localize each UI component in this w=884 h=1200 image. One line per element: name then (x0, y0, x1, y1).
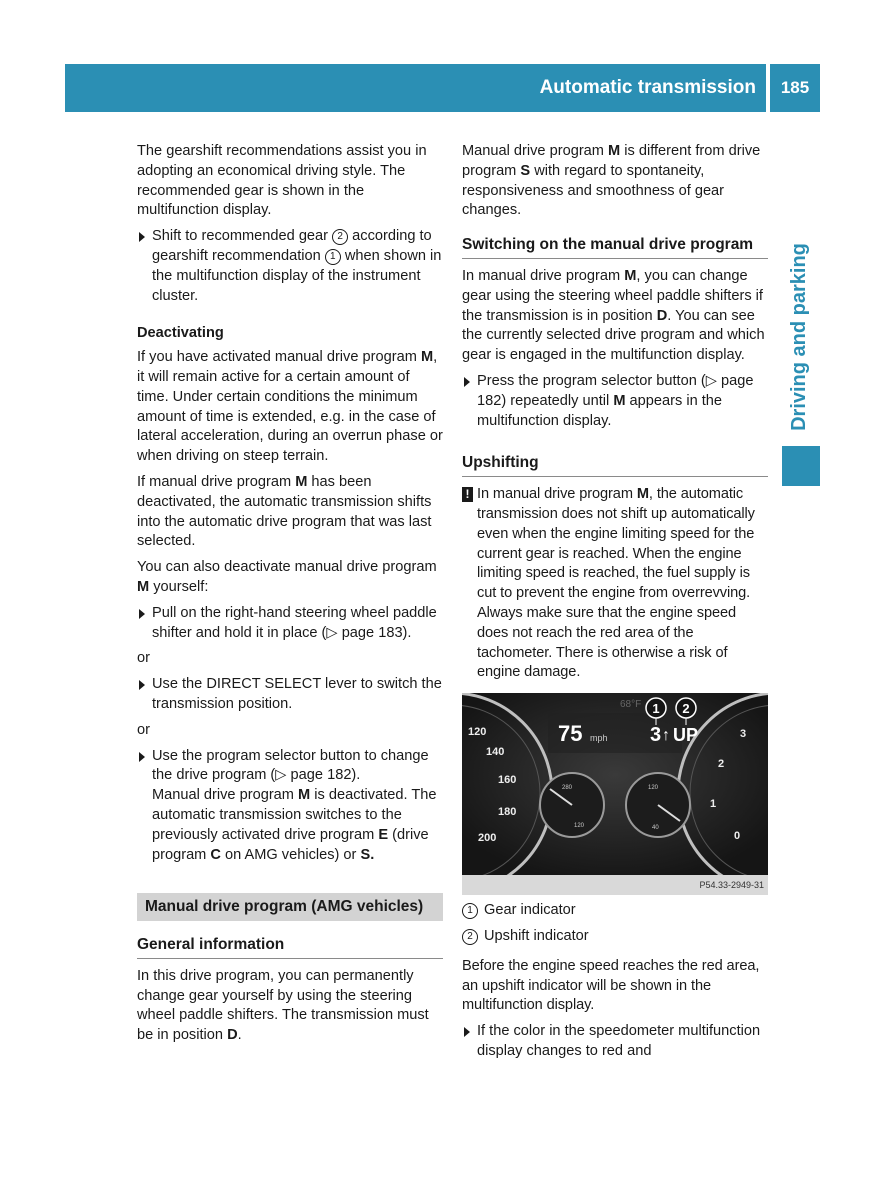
speedo-tick: 140 (486, 746, 505, 759)
section-heading-amg: Manual drive program (AMG vehicles) (137, 893, 443, 921)
instruction-paddle-shifter: Pull on the right-hand steering wheel paddle shifter and hold it in place (▷ page 183). (137, 604, 443, 644)
left-column (137, 142, 443, 1052)
side-tab-marker (782, 446, 820, 486)
small-gauge-tick: 280 (562, 785, 573, 792)
or-text: or (137, 650, 150, 667)
figure-code: P54.33-2949-31 (699, 880, 764, 891)
callout-1: 1 (652, 701, 660, 717)
upshift-indicator: UP (673, 725, 699, 746)
speed-unit: mph (590, 733, 608, 744)
intro-paragraph: The gearshift recommendations assist you in adopting an economical driving style. The recommended gear is shown in the multifunction display. (137, 143, 427, 219)
callout-2: 2 (682, 701, 690, 717)
deactivating-paragraph: If you have activated manual drive program M, it will remain active for a certain amount of time. Under certain conditions the minimum amount of time is extended, e.g. in the case of lateral acceleration, during an overrun phase or when driving on steep terrain. (137, 349, 443, 465)
instruction-color-change: If the color in the speedometer multifunction display changes to red and (462, 1022, 768, 1062)
tacho-tick: 0 (734, 830, 741, 843)
heading-deactivating: Deactivating (137, 325, 224, 342)
speedo-tick: 200 (478, 832, 497, 845)
tacho-tick: 1 (710, 798, 717, 811)
page-number-box (770, 64, 820, 112)
manual-deactivate-paragraph: You can also deactivate manual drive program M yourself: (137, 559, 437, 595)
warning-icon: ! (462, 487, 473, 502)
tacho-tick: 2 (718, 758, 725, 771)
page-number: 185 (780, 78, 810, 97)
marker-1: 1 (325, 249, 341, 265)
legend-gear-indicator: 1 Gear indicator (462, 901, 768, 921)
instrument-cluster-figure (462, 693, 768, 895)
general-information-paragraph: In this drive program, you can permanently change gear yourself by using the steering wheel paddle shifters. The transmission must be in position D. (137, 967, 429, 1044)
tacho-tick: 3 (740, 728, 747, 741)
gear-indicator: 3 (650, 724, 662, 747)
speedo-tick: 160 (498, 774, 517, 787)
heading-switching-on: Switching on the manual drive program (462, 235, 768, 259)
heading-upshifting: Upshifting (462, 453, 768, 477)
instruction-shift-recommended: Shift to recommended gear 2 according to gearshift recommendation 1 when shown in the multifunction display of the instrument cluster. (137, 227, 443, 306)
speed-readout: 75 (558, 721, 583, 747)
warning-note: ! In manual drive program M, the automatic transmission does not shift up automatically even when the engine limiting speed for the current gear is reached. When the engine limiting speed is reached, the fuel supply is cut to prevent the engine from overrevving. Always make sure that the engine speed does not reach the red area of the tachometer. There is otherwise a risk of engine damage. (462, 485, 768, 683)
side-tab-label: Driving and parking (788, 243, 811, 431)
legend-upshift-indicator: 2 Upshift indicator (462, 927, 768, 947)
heading-general-information: General information (137, 935, 443, 959)
or-text: or (137, 721, 150, 738)
deactivated-paragraph: If manual drive program M has been deactivated, the automatic transmission shifts into the automatic drive program that was last selected. (137, 473, 432, 550)
manual-vs-sport-paragraph: Manual drive program M is different from drive program S with regard to spontaneity, responsiveness and smoothness of gear changes. (462, 143, 761, 219)
speedo-tick: 120 (468, 726, 487, 739)
small-gauge-tick: 40 (652, 825, 659, 832)
instruction-press-selector: Press the program selector button (▷ page 182) repeatedly until M appears in the multifunction display. (462, 372, 768, 431)
right-column (462, 142, 768, 1068)
small-gauge-tick: 120 (574, 823, 585, 830)
instruction-program-selector: Use the program selector button to change the drive program (▷ page 182). Manual drive program M is deactivated. The automatic transmission switches to the previously activated drive program E (drive program C on AMG vehicles) or S. (137, 747, 443, 866)
side-tab (780, 234, 820, 440)
svg-text:↑: ↑ (662, 727, 670, 745)
page-title: Automatic transmission (539, 77, 756, 98)
temperature-readout: 68°F (620, 699, 642, 711)
header-bar (65, 64, 766, 112)
instruction-direct-select: Use the DIRECT SELECT lever to switch the transmission position. (137, 675, 443, 715)
speedo-tick: 180 (498, 806, 517, 819)
switching-on-paragraph: In manual drive program M, you can change gear using the steering wheel paddle shifters if the transmission is in position D. You can see the currently selected drive program and which gear is engaged in the multifunction display. (462, 267, 765, 364)
marker-2: 2 (332, 229, 348, 245)
instrument-cluster-illustration (462, 693, 768, 895)
figure-caption-bar (462, 875, 768, 895)
upshift-indicator-paragraph: Before the engine speed reaches the red area, an upshift indicator will be shown in the multifunction display. (462, 957, 760, 1014)
small-gauge-tick: 120 (648, 785, 659, 792)
